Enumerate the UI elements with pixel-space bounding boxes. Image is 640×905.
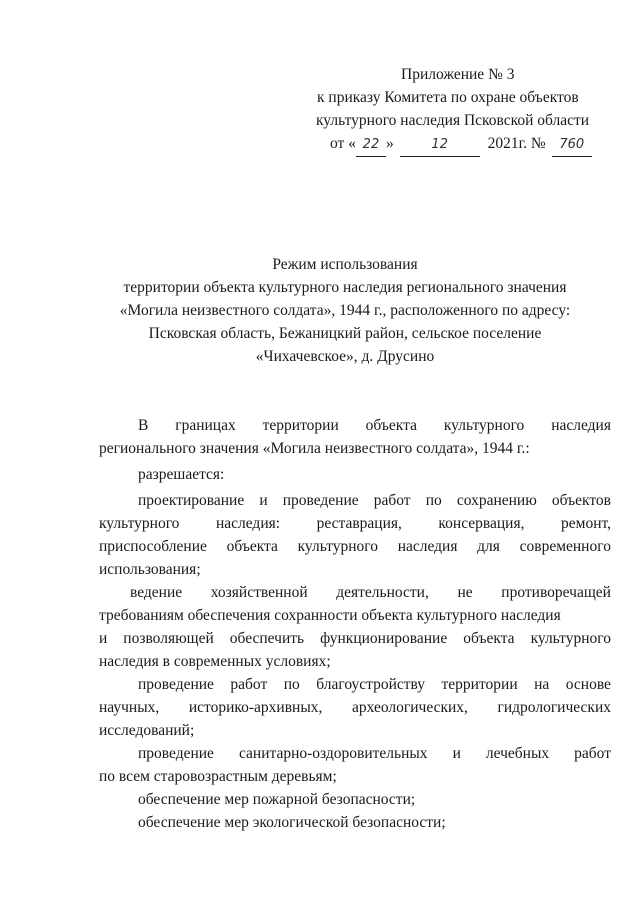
paragraph-2-line-1: проектирование и проведение работ по сохранению объектов [138,492,611,509]
order-reference: к приказу Комитета по охране объектов [317,89,579,106]
paragraph-6: обеспечение мер пожарной безопасности; [138,791,416,808]
paragraph-5-line-2: по всем старовозрастным деревьям; [99,768,337,785]
title-line-4: Псковская область, Бежаницкий район, сельское поселение [148,325,542,342]
paragraph-2-line-4: использования; [99,561,201,578]
date-month: 12 [400,133,480,157]
order-date-line [330,133,592,157]
paragraph-1-line-1: В границах территории объекта культурного наследия [138,417,611,434]
allowed-heading: разрешается: [138,466,225,483]
paragraph-2-line-2: культурного наследия: реставрация, консервация, ремонт, [99,515,611,532]
paragraph-3-line-4: наследия в современных условиях; [99,653,331,670]
date-day: 22 [356,133,386,157]
date-mid: » [385,135,394,152]
title-line-3: «Могила неизвестного солдата», 1944 г., расположенного по адресу: [119,302,571,319]
date-prefix: от « [330,135,356,152]
paragraph-4-line-1: проведение работ по благоустройству территории на основе [138,676,611,693]
paragraph-3-line-1: ведение хозяйственной деятельности, не противоречащей [130,584,611,601]
paragraph-7: обеспечение мер экологической безопасности; [138,814,446,831]
title-line-5: «Чихачевское», д. Друсино [255,348,435,365]
paragraph-4-line-3: исследований; [99,722,195,739]
title-line-2: территории объекта культурного наследия регионального значения [123,279,567,296]
title-line-1: Режим использования [272,256,418,273]
appendix-number: Приложение № 3 [401,66,515,83]
paragraph-3-line-2: требованиям обеспечения сохранности объекта культурного наследия [99,607,561,624]
paragraph-5-line-1: проведение санитарно-оздоровительных и лечебных работ [138,745,611,762]
committee-name: культурного наследия Псковской области [316,112,590,129]
paragraph-2-line-3: приспособление объекта культурного наследия для современного [99,538,611,555]
paragraph-1-line-2: регионального значения «Могила неизвестного солдата», 1944 г.: [99,440,530,457]
paragraph-3-line-3: и позволяющей обеспечить функционирование объекта культурного [99,630,611,647]
order-number: 760 [552,133,592,157]
date-year: 2021г. № [487,135,546,152]
paragraph-4-line-2: научных, историко-архивных, археологических, гидрологических [99,699,611,716]
